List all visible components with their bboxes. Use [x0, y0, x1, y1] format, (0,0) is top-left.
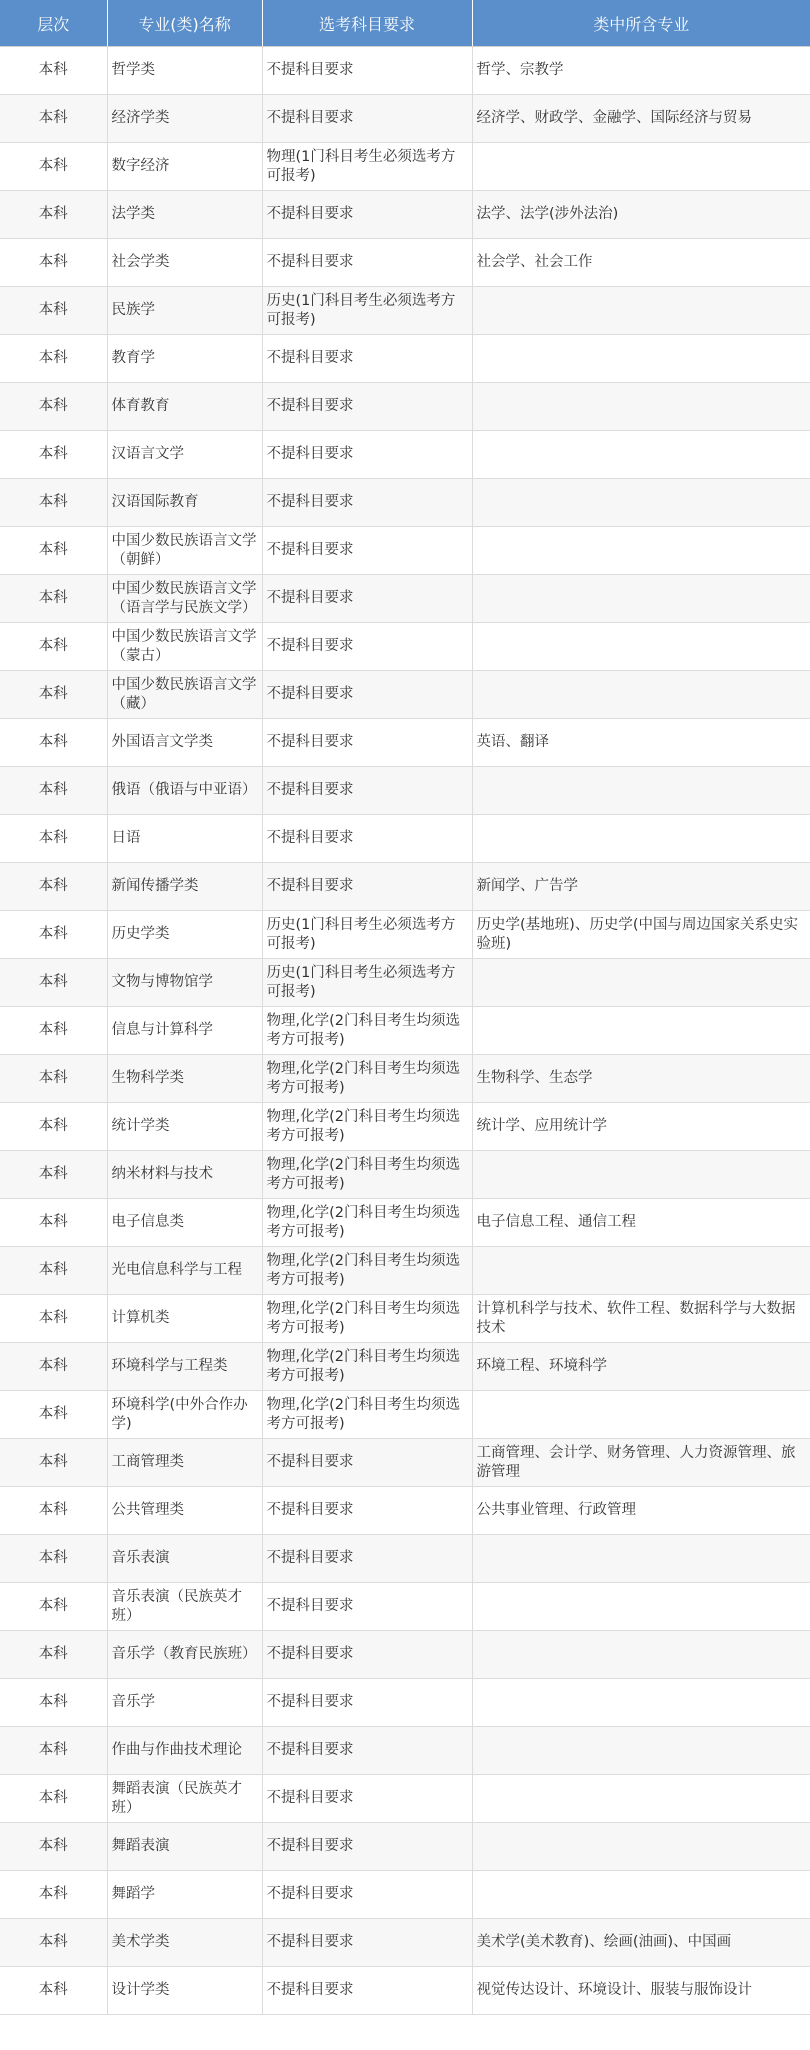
table-row [0, 527, 810, 575]
table-row [0, 1391, 810, 1439]
cell-subject-requirement: 不提科目要求 [262, 1487, 472, 1535]
cell-major-name: 美术学类 [107, 1919, 262, 1967]
table-row [0, 1583, 810, 1631]
cell-level: 本科 [0, 1391, 107, 1439]
cell-subject-requirement: 不提科目要求 [262, 431, 472, 479]
table-row [0, 623, 810, 671]
cell-subject-requirement: 不提科目要求 [262, 47, 472, 95]
cell-subject-requirement: 不提科目要求 [262, 1727, 472, 1775]
header-row [0, 0, 810, 47]
cell-level: 本科 [0, 1295, 107, 1343]
table-row [0, 1679, 810, 1727]
cell-level: 本科 [0, 1199, 107, 1247]
cell-level: 本科 [0, 143, 107, 191]
cell-subject-requirement: 不提科目要求 [262, 527, 472, 575]
table-row [0, 431, 810, 479]
cell-level: 本科 [0, 335, 107, 383]
cell-subject-requirement: 物理,化学(2门科目考生均须选考方可报考) [262, 1007, 472, 1055]
cell-included-majors: 工商管理、会计学、财务管理、人力资源管理、旅游管理 [472, 1439, 810, 1487]
cell-level: 本科 [0, 1775, 107, 1823]
cell-major-name: 外国语言文学类 [107, 719, 262, 767]
cell-included-majors [472, 1247, 810, 1295]
cell-subject-requirement: 不提科目要求 [262, 863, 472, 911]
cell-subject-requirement: 不提科目要求 [262, 815, 472, 863]
table-row [0, 1055, 810, 1103]
table-row [0, 575, 810, 623]
cell-major-name: 环境科学与工程类 [107, 1343, 262, 1391]
cell-included-majors [472, 383, 810, 431]
cell-included-majors: 法学、法学(涉外法治) [472, 191, 810, 239]
cell-subject-requirement: 不提科目要求 [262, 1679, 472, 1727]
cell-level: 本科 [0, 479, 107, 527]
cell-subject-requirement: 不提科目要求 [262, 1439, 472, 1487]
table-row [0, 1487, 810, 1535]
cell-level: 本科 [0, 431, 107, 479]
header-subject-requirement: 选考科目要求 [262, 0, 472, 47]
cell-subject-requirement: 不提科目要求 [262, 239, 472, 287]
cell-included-majors: 生物科学、生态学 [472, 1055, 810, 1103]
table-row [0, 1199, 810, 1247]
cell-level: 本科 [0, 1007, 107, 1055]
table-row [0, 287, 810, 335]
cell-included-majors [472, 1151, 810, 1199]
table-row [0, 1919, 810, 1967]
cell-included-majors [472, 767, 810, 815]
cell-major-name: 日语 [107, 815, 262, 863]
cell-major-name: 音乐表演 [107, 1535, 262, 1583]
cell-included-majors [472, 143, 810, 191]
cell-included-majors [472, 1535, 810, 1583]
table-row [0, 143, 810, 191]
table-row [0, 671, 810, 719]
cell-included-majors [472, 671, 810, 719]
cell-subject-requirement: 物理,化学(2门科目考生均须选考方可报考) [262, 1151, 472, 1199]
cell-included-majors [472, 815, 810, 863]
cell-subject-requirement: 不提科目要求 [262, 1871, 472, 1919]
cell-level: 本科 [0, 767, 107, 815]
cell-subject-requirement: 不提科目要求 [262, 191, 472, 239]
cell-major-name: 工商管理类 [107, 1439, 262, 1487]
table-row [0, 1631, 810, 1679]
table-row [0, 335, 810, 383]
cell-level: 本科 [0, 47, 107, 95]
cell-level: 本科 [0, 1103, 107, 1151]
cell-subject-requirement: 物理,化学(2门科目考生均须选考方可报考) [262, 1055, 472, 1103]
cell-level: 本科 [0, 1871, 107, 1919]
cell-level: 本科 [0, 527, 107, 575]
table-row [0, 1727, 810, 1775]
cell-level: 本科 [0, 1247, 107, 1295]
cell-major-name: 音乐表演（民族英才班） [107, 1583, 262, 1631]
cell-included-majors: 视觉传达设计、环境设计、服装与服饰设计 [472, 1967, 810, 2015]
cell-level: 本科 [0, 1967, 107, 2015]
cell-major-name: 法学类 [107, 191, 262, 239]
cell-level: 本科 [0, 719, 107, 767]
cell-subject-requirement: 物理,化学(2门科目考生均须选考方可报考) [262, 1247, 472, 1295]
table-row [0, 1247, 810, 1295]
cell-subject-requirement: 物理,化学(2门科目考生均须选考方可报考) [262, 1199, 472, 1247]
table-row [0, 479, 810, 527]
cell-major-name: 汉语言文学 [107, 431, 262, 479]
cell-level: 本科 [0, 671, 107, 719]
cell-major-name: 信息与计算科学 [107, 1007, 262, 1055]
cell-level: 本科 [0, 1343, 107, 1391]
cell-subject-requirement: 物理,化学(2门科目考生均须选考方可报考) [262, 1103, 472, 1151]
cell-subject-requirement: 不提科目要求 [262, 1823, 472, 1871]
cell-major-name: 纳米材料与技术 [107, 1151, 262, 1199]
table-row [0, 1007, 810, 1055]
cell-included-majors: 公共事业管理、行政管理 [472, 1487, 810, 1535]
cell-level: 本科 [0, 959, 107, 1007]
cell-major-name: 历史学类 [107, 911, 262, 959]
cell-subject-requirement: 物理(1门科目考生必须选考方可报考) [262, 143, 472, 191]
cell-major-name: 文物与博物馆学 [107, 959, 262, 1007]
cell-subject-requirement: 历史(1门科目考生必须选考方可报考) [262, 911, 472, 959]
cell-included-majors [472, 959, 810, 1007]
cell-subject-requirement: 不提科目要求 [262, 719, 472, 767]
cell-included-majors: 电子信息工程、通信工程 [472, 1199, 810, 1247]
cell-included-majors [472, 479, 810, 527]
table-row [0, 815, 810, 863]
cell-major-name: 舞蹈表演 [107, 1823, 262, 1871]
cell-major-name: 社会学类 [107, 239, 262, 287]
cell-included-majors: 统计学、应用统计学 [472, 1103, 810, 1151]
cell-included-majors [472, 623, 810, 671]
cell-included-majors [472, 431, 810, 479]
cell-level: 本科 [0, 1439, 107, 1487]
cell-subject-requirement: 不提科目要求 [262, 1775, 472, 1823]
cell-included-majors: 英语、翻译 [472, 719, 810, 767]
table-row [0, 1967, 810, 2015]
cell-subject-requirement: 不提科目要求 [262, 479, 472, 527]
cell-level: 本科 [0, 1679, 107, 1727]
cell-included-majors [472, 335, 810, 383]
cell-level: 本科 [0, 1727, 107, 1775]
cell-subject-requirement: 不提科目要求 [262, 671, 472, 719]
cell-major-name: 计算机类 [107, 1295, 262, 1343]
cell-major-name: 设计学类 [107, 1967, 262, 2015]
cell-level: 本科 [0, 1823, 107, 1871]
cell-major-name: 舞蹈学 [107, 1871, 262, 1919]
cell-subject-requirement: 不提科目要求 [262, 1583, 472, 1631]
cell-level: 本科 [0, 239, 107, 287]
cell-subject-requirement: 不提科目要求 [262, 767, 472, 815]
cell-subject-requirement: 物理,化学(2门科目考生均须选考方可报考) [262, 1343, 472, 1391]
cell-included-majors: 环境工程、环境科学 [472, 1343, 810, 1391]
cell-included-majors: 计算机科学与技术、软件工程、数据科学与大数据技术 [472, 1295, 810, 1343]
cell-major-name: 中国少数民族语言文学（蒙古） [107, 623, 262, 671]
cell-major-name: 民族学 [107, 287, 262, 335]
table-row [0, 1295, 810, 1343]
cell-level: 本科 [0, 575, 107, 623]
cell-major-name: 中国少数民族语言文学（朝鲜） [107, 527, 262, 575]
cell-included-majors [472, 1727, 810, 1775]
table-row [0, 719, 810, 767]
cell-major-name: 数字经济 [107, 143, 262, 191]
cell-level: 本科 [0, 1487, 107, 1535]
table-row [0, 767, 810, 815]
table-row [0, 47, 810, 95]
table-row [0, 1103, 810, 1151]
cell-major-name: 俄语（俄语与中亚语） [107, 767, 262, 815]
cell-major-name: 舞蹈表演（民族英才班） [107, 1775, 262, 1823]
cell-included-majors [472, 1391, 810, 1439]
cell-subject-requirement: 历史(1门科目考生必须选考方可报考) [262, 287, 472, 335]
table-row [0, 1151, 810, 1199]
cell-included-majors [472, 527, 810, 575]
cell-subject-requirement: 不提科目要求 [262, 383, 472, 431]
cell-included-majors [472, 1007, 810, 1055]
cell-major-name: 音乐学 [107, 1679, 262, 1727]
cell-level: 本科 [0, 191, 107, 239]
cell-included-majors [472, 575, 810, 623]
cell-subject-requirement: 不提科目要求 [262, 335, 472, 383]
cell-major-name: 新闻传播学类 [107, 863, 262, 911]
cell-level: 本科 [0, 863, 107, 911]
table-row [0, 1439, 810, 1487]
cell-level: 本科 [0, 95, 107, 143]
table-row [0, 191, 810, 239]
header-major-name: 专业(类)名称 [107, 0, 262, 47]
cell-subject-requirement: 不提科目要求 [262, 1631, 472, 1679]
cell-included-majors: 历史学(基地班)、历史学(中国与周边国家关系史实验班) [472, 911, 810, 959]
cell-subject-requirement: 历史(1门科目考生必须选考方可报考) [262, 959, 472, 1007]
cell-major-name: 经济学类 [107, 95, 262, 143]
cell-subject-requirement: 不提科目要求 [262, 95, 472, 143]
table-row [0, 95, 810, 143]
cell-subject-requirement: 不提科目要求 [262, 1967, 472, 2015]
table-row [0, 1775, 810, 1823]
cell-included-majors [472, 287, 810, 335]
header-included-majors: 类中所含专业 [472, 0, 810, 47]
table-row [0, 383, 810, 431]
table-row [0, 1535, 810, 1583]
table-row [0, 863, 810, 911]
cell-major-name: 中国少数民族语言文学（藏） [107, 671, 262, 719]
cell-included-majors: 社会学、社会工作 [472, 239, 810, 287]
table-row [0, 1871, 810, 1919]
table-body [0, 47, 810, 2015]
cell-major-name: 环境科学(中外合作办学) [107, 1391, 262, 1439]
cell-subject-requirement: 不提科目要求 [262, 575, 472, 623]
cell-level: 本科 [0, 1631, 107, 1679]
cell-major-name: 音乐学（教育民族班） [107, 1631, 262, 1679]
cell-included-majors [472, 1679, 810, 1727]
cell-level: 本科 [0, 911, 107, 959]
cell-subject-requirement: 不提科目要求 [262, 1535, 472, 1583]
cell-major-name: 公共管理类 [107, 1487, 262, 1535]
table-row [0, 1823, 810, 1871]
cell-level: 本科 [0, 1919, 107, 1967]
cell-major-name: 作曲与作曲技术理论 [107, 1727, 262, 1775]
cell-included-majors: 新闻学、广告学 [472, 863, 810, 911]
cell-included-majors [472, 1631, 810, 1679]
cell-subject-requirement: 不提科目要求 [262, 623, 472, 671]
cell-major-name: 汉语国际教育 [107, 479, 262, 527]
cell-level: 本科 [0, 1535, 107, 1583]
cell-level: 本科 [0, 287, 107, 335]
cell-major-name: 中国少数民族语言文学（语言学与民族文学） [107, 575, 262, 623]
cell-major-name: 生物科学类 [107, 1055, 262, 1103]
cell-level: 本科 [0, 1055, 107, 1103]
table-row [0, 911, 810, 959]
table-row [0, 959, 810, 1007]
cell-major-name: 光电信息科学与工程 [107, 1247, 262, 1295]
cell-subject-requirement: 物理,化学(2门科目考生均须选考方可报考) [262, 1391, 472, 1439]
cell-major-name: 哲学类 [107, 47, 262, 95]
cell-subject-requirement: 物理,化学(2门科目考生均须选考方可报考) [262, 1295, 472, 1343]
cell-level: 本科 [0, 1151, 107, 1199]
table-row [0, 239, 810, 287]
cell-major-name: 统计学类 [107, 1103, 262, 1151]
cell-included-majors: 经济学、财政学、金融学、国际经济与贸易 [472, 95, 810, 143]
cell-subject-requirement: 不提科目要求 [262, 1919, 472, 1967]
cell-included-majors [472, 1775, 810, 1823]
cell-level: 本科 [0, 1583, 107, 1631]
cell-included-majors: 美术学(美术教育)、绘画(油画)、中国画 [472, 1919, 810, 1967]
cell-included-majors: 哲学、宗教学 [472, 47, 810, 95]
cell-level: 本科 [0, 815, 107, 863]
cell-major-name: 电子信息类 [107, 1199, 262, 1247]
cell-level: 本科 [0, 383, 107, 431]
cell-major-name: 体育教育 [107, 383, 262, 431]
cell-included-majors [472, 1823, 810, 1871]
cell-included-majors [472, 1871, 810, 1919]
cell-level: 本科 [0, 623, 107, 671]
cell-included-majors [472, 1583, 810, 1631]
header-level: 层次 [0, 0, 107, 47]
cell-major-name: 教育学 [107, 335, 262, 383]
table-row [0, 1343, 810, 1391]
